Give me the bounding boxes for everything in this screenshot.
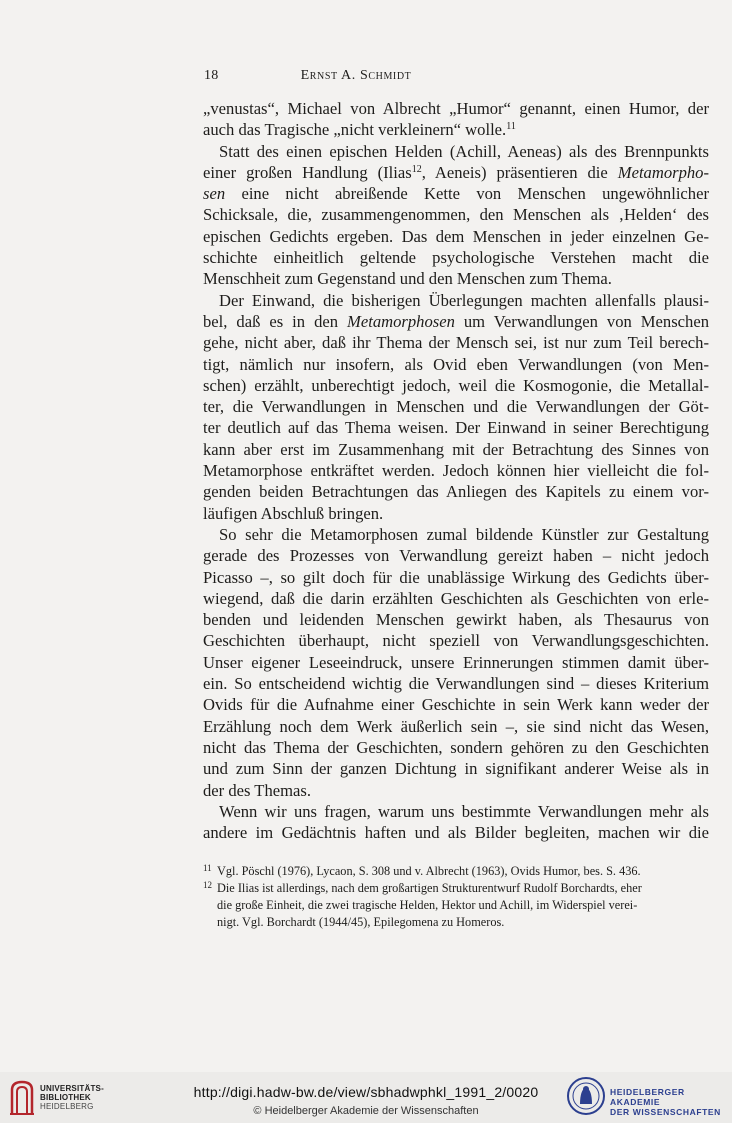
footnote-line: nigt. Vgl. Borchardt (1944/45), Epilegomena zu Homeros. (217, 915, 505, 929)
main-text (203, 98, 709, 843)
viewer-footer (0, 1072, 732, 1123)
text-line: genden beiden Betrachtungen das Anliegen des Kapitels zu einem vor- (203, 482, 709, 502)
text-line: ter deutlich auf das Thema weisen. Der Einwand in seiner Berechtigung (203, 418, 709, 438)
footnote-11 (203, 863, 703, 880)
text-line: sen eine nicht abreißende Kette von Menschen ungewöhnlicher (203, 184, 709, 204)
running-head: Ernst A. Schmidt (300, 68, 412, 83)
text-line: schen) erzählt, unberechtigt jedoch, weil die Kosmogonie, die Metallal- (203, 375, 709, 395)
text-line: und zum Sinn der ganzen Dichtung in signifikant anderer Weise als in (203, 759, 709, 779)
footnote-line: Vgl. Pöschl (1976), Lycaon, S. 308 und v. Albrecht (1963), Ovids Humor, bes. S. 436. (217, 864, 641, 878)
text-line: Ovids für die Aufnahme einer Geschichte in sein Werk kann weder der (203, 695, 709, 715)
text-line: gehe, nicht aber, daß ihr Thema der Mensch sei, ist nur zum Teil berech- (203, 333, 709, 353)
text-line: Schicksale, die, zusammengenommen, den Menschen als ‚Helden‘ des (203, 205, 709, 225)
text-line: nicht das Thema der Geschichten, sondern gehören zu den Geschichten (203, 737, 709, 757)
text-line: der des Themas. (203, 780, 311, 800)
text-line: tigt, nämlich nur insofern, als Ovid eben Verwandlungen (von Men- (203, 354, 709, 374)
text-line: andere im Gedächtnis haften und als Bilder begleiten, machen wir die (203, 823, 709, 843)
text-line: wiegend, daß die darin erzählten Geschichten als Geschichten von erle- (203, 588, 709, 608)
text-line: Geschichten überhaupt, nicht speziell von Verwandlungsgeschichten. (203, 631, 709, 651)
paragraph-4 (203, 524, 709, 801)
text-line: Metamorphose entkräftet werden. Jedoch können hier vielleicht die fol- (203, 461, 709, 481)
text-line: auch das Tragische „nicht verkleinern“ wolle.$^{11}$ (203, 120, 516, 140)
text-line: Wenn wir uns fragen, warum uns bestimmte Verwandlungen mehr als (219, 801, 709, 821)
paragraph-2 (203, 141, 709, 290)
text-line: bel, daß es in den Metamorphosen um Verwandlungen von Menschen (203, 311, 709, 331)
text-line: einer großen Handlung (Ilias$^{12}$, Aeneis) präsentieren die Metamorpho- (203, 162, 709, 182)
academy-name: HEIDELBERGER AKADEMIE DER WISSENSCHAFTEN (610, 1087, 721, 1117)
university-library-name: UNIVERSITÄTS- BIBLIOTHEK HEIDELBERG (40, 1084, 104, 1111)
text-line: Statt des einen epischen Helden (Achill, Aeneas) als des Brennpunkts (219, 141, 709, 161)
text-line: Erzählung noch dem Werk äußerlich sein –, sie sind nicht das Wesen, (203, 716, 709, 736)
page-number: 18 (204, 68, 219, 83)
text-line: So sehr die Metamorphosen zumal bildende Künstler zur Gestaltung (219, 524, 709, 544)
text-line: läufigen Abschluß bringen. (203, 503, 384, 523)
text-line: schichte einheitlich geltende psychologische Verstehen macht die (203, 248, 709, 268)
footnote-line: Die Ilias ist allerdings, nach dem großartigen Strukturentwurf Rudolf Borchardts, eher (217, 881, 642, 895)
footnote-number: 12 (203, 880, 212, 890)
footnote-line: die große Einheit, die zwei tragische Helden, Hektor und Achill, im Widerspiel verei- (217, 898, 638, 912)
text-line: benden und leidenden Menschen gewirkt haben, als Thesaurus von (203, 610, 709, 630)
footnote-number: 11 (203, 863, 212, 873)
paragraph-5 (203, 801, 709, 844)
footnote-ref-12[interactable]: 12 (411, 163, 422, 175)
footnote-12 (203, 880, 703, 931)
paragraph-3 (203, 290, 709, 524)
footnotes (203, 863, 703, 931)
permalink-url[interactable]: http://digi.hadw-bw.de/view/sbhadwphkl_1991_2/0020 (193, 1084, 539, 1100)
text-line: Der Einwand, die bisherigen Überlegungen machten allenfalls plausi- (219, 290, 709, 310)
text-line: „venustas“, Michael von Albrecht „Humor“ genannt, einen Humor, der (203, 99, 709, 118)
text-line: ter, die Verwandlungen in Menschen und die Verwandlungen der Göt- (203, 397, 709, 417)
text-line: Picasso –, so gilt doch für die unablässige Wirkung des Gedichts über- (203, 567, 709, 587)
text-line: gerade des Prozesses von Verwandlung gereizt haben – nicht jedoch (203, 546, 709, 566)
text-line: Menschheit zum Gegenstand und den Menschen zum Thema. (203, 269, 612, 289)
footnote-ref-11[interactable]: 11 (506, 121, 516, 133)
text-line: ein. So entscheidend wichtig die Verwandlungen sind – dieses Kriterium (203, 674, 709, 694)
text-line: kann aber erst im Zusammenhang mit der Betrachtung des Sinnes von (203, 439, 709, 459)
copyright-notice: © Heidelberger Akademie der Wissenschaften (253, 1105, 479, 1117)
academy-seal-icon[interactable] (566, 1076, 606, 1116)
paragraph-1 (203, 98, 709, 141)
text-line: Unser eigener Leseeindruck, unsere Erinnerungen stimmen damit über- (203, 652, 709, 672)
text-line: epischen Gedichts ergeben. Das dem Menschen in jeder einzelnen Ge- (203, 226, 709, 246)
